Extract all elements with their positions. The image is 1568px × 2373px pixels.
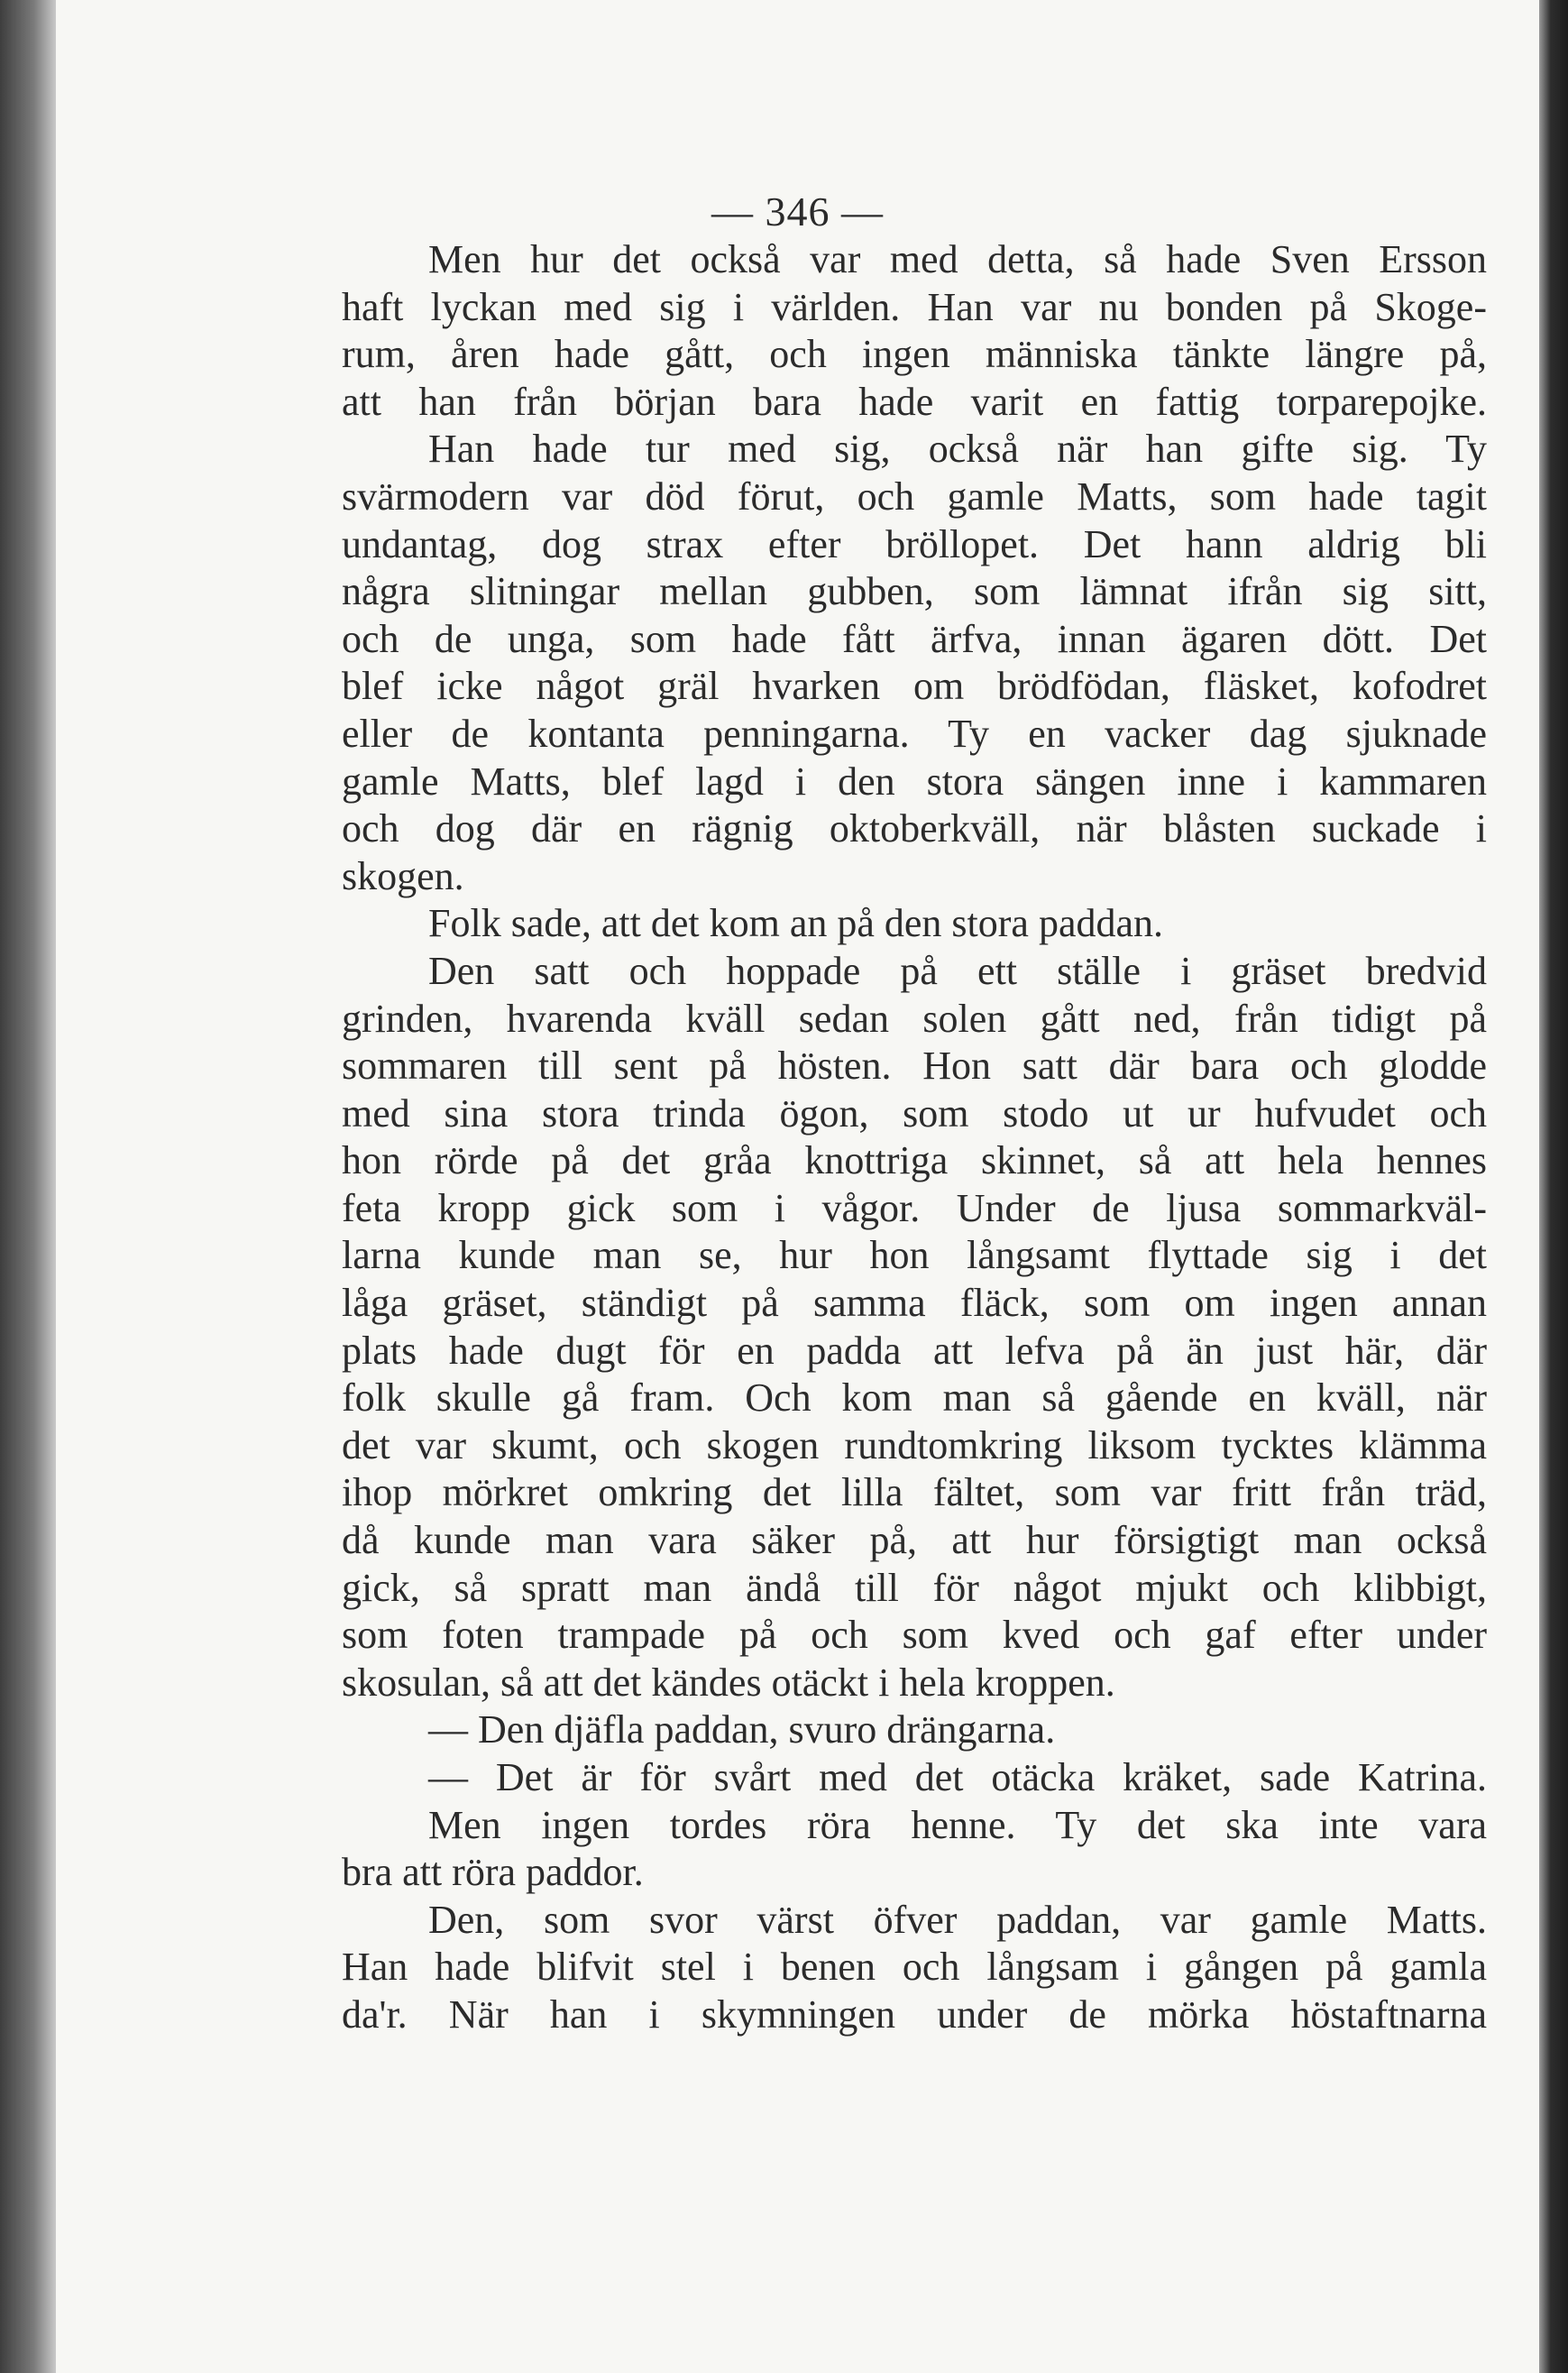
text-line: det var skumt, och skogen rundtomkring liksom tycktes klämma <box>342 1422 1487 1467</box>
text-line: Han hade blifvit stel i benen och långsam i gången på gamla <box>342 1945 1487 1990</box>
text-line: — Det är för svårt med det otäcka kräket, sade Katrina. <box>428 1755 1487 1799</box>
text-line: med sina stora trinda ögon, som stodo ut ur hufvudet och <box>342 1090 1487 1136</box>
text-line: Men ingen tordes röra henne. Ty det ska inte vara <box>428 1802 1487 1847</box>
text-line: skogen. <box>342 853 464 898</box>
text-line: undantag, dog strax efter bröllopet. Det hann aldrig bli <box>342 521 1487 566</box>
page-number: — 346 — <box>711 189 884 235</box>
text-line: och de unga, som hade fått ärfva, innan ägaren dött. Det <box>342 616 1487 661</box>
text-line: Han hade tur med sig, också när han gifte sig. Ty <box>428 427 1487 472</box>
text-line: grinden, hvarenda kväll sedan solen gått ned, från tidigt på <box>342 996 1487 1041</box>
text-line: skosulan, så att det kändes otäckt i hela kroppen. <box>342 1660 1115 1705</box>
text-line: då kunde man vara säker på, att hur försigtigt man också <box>342 1518 1487 1563</box>
text-line: feta kropp gick som i vågor. Under de ljusa sommarkväl- <box>342 1185 1487 1230</box>
text-line: eller de kontanta penningarna. Ty en vacker dag sjuknade <box>342 711 1487 756</box>
text-line: haft lyckan med sig i världen. Han var nu bonden på Skoge- <box>342 284 1487 329</box>
text-line: — Den djäfla paddan, svuro drängarna. <box>428 1707 1056 1752</box>
text-line: några slitningar mellan gubben, som lämnat ifrån sig sitt, <box>342 569 1487 614</box>
text-line: och dog där en rägnig oktoberkväll, när blåsten suckade i <box>342 806 1487 851</box>
text-line: svärmodern var död förut, och gamle Matts, som hade tagit <box>342 474 1487 519</box>
text-line: Folk sade, att det kom an på den stora paddan. <box>428 901 1164 946</box>
text-line: sommaren till sent på hösten. Hon satt där bara och glodde <box>342 1044 1487 1089</box>
text-line: gick, så spratt man ändå till för något mjukt och klibbigt, <box>342 1565 1487 1610</box>
body-text <box>342 236 1487 2039</box>
text-line: rum, åren hade gått, och ingen människa tänkte längre på, <box>342 332 1487 377</box>
text-line: att han från början bara hade varit en fattig torparepojke. <box>342 379 1487 424</box>
scan-left-margin <box>0 0 56 2373</box>
text-line: Men hur det också var med detta, så hade Sven Ersson <box>428 237 1487 281</box>
text-line: folk skulle gå fram. Och kom man så gående en kväll, när <box>342 1375 1487 1421</box>
book-page <box>56 0 1539 2373</box>
text-line: låga gräset, ständigt på samma fläck, som om ingen annan <box>342 1281 1487 1326</box>
text-line: hon rörde på det gråa knottriga skinnet, så att hela hennes <box>342 1138 1487 1183</box>
text-line: Den, som svor värst öfver paddan, var gamle Matts. <box>428 1897 1487 1942</box>
text-line: bra att röra paddor. <box>342 1850 644 1895</box>
text-line: som foten trampade på och som kved och gaf efter under <box>342 1613 1487 1658</box>
text-line: Den satt och hoppade på ett ställe i gräset bredvid <box>428 948 1487 993</box>
text-line: gamle Matts, blef lagd i den stora sängen inne i kammaren <box>342 759 1487 804</box>
text-line: da'r. När han i skymningen under de mörka höstaftnarna <box>342 1991 1487 2037</box>
text-line: larna kunde man se, hur hon långsamt flyttade sig i det <box>342 1233 1487 1278</box>
scan-right-margin <box>1539 0 1568 2373</box>
text-line: ihop mörkret omkring det lilla fältet, som var fritt från träd, <box>342 1470 1487 1515</box>
text-line: plats hade dugt för en padda att lefva på än just här, där <box>342 1328 1487 1373</box>
text-line: blef icke något gräl hvarken om brödfödan, fläsket, kofodret <box>342 664 1487 709</box>
